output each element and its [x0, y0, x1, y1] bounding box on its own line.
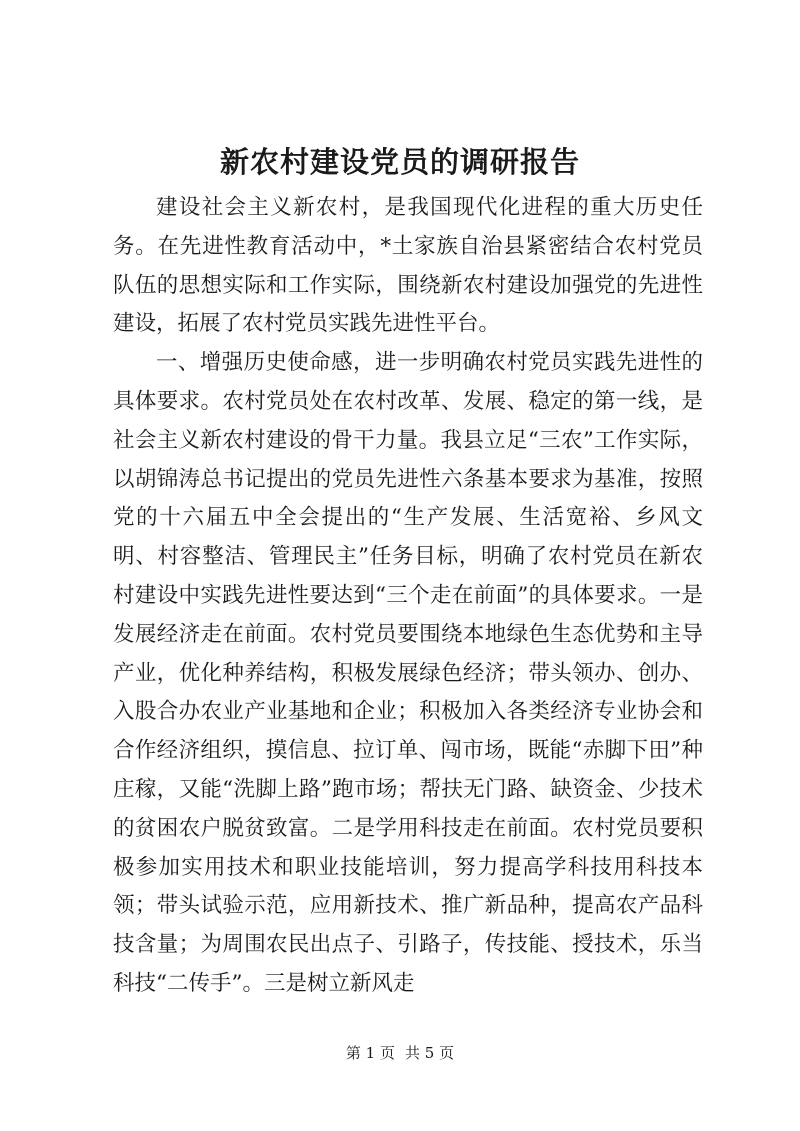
document-title: 新农村建设党员的调研报告 [219, 145, 580, 179]
paragraph-intro: 建设社会主义新农村，是我国现代化进程的重大历史任务。在先进性教育活动中，*土家族自治县紧密结合农村党员队伍的思想实际和工作实际，围绕新农村建设加强党的先进性建设，拓展了农村党员实践先进性平台。 [113, 195, 703, 337]
document-body [113, 189, 703, 1004]
paragraph-section-one: 一、增强历史使命感，进一步明确农村党员实践先进性的具体要求。农村党员处在农村改革、发展、稳定的第一线，是社会主义新农村建设的骨干力量。我县立足“三农”工作实际，以胡锦涛总书记提出的党员先进性六条基本要求为基准，按照党的十六届五中全会提出的“生产发展、生活宽裕、乡风文明、村容整洁、管理民主”任务目标，明确了农村党员在新农村建设中实践先进性要达到“三个走在前面”的具体要求。一是发展经济走在前面。农村党员要围绕本地绿色生态优势和主导产业，优化种养结构，积极发展绿色经济；带头领办、创办、入股合办农业产业基地和企业；积极加入各类经济专业协会和合作经济组织，摸信息、拉订单、闯市场，既能“赤脚下田”种庄稼，又能“洗脚上路”跑市场；帮扶无门路、缺资金、少技术的贫困农户脱贫致富。二是学用科技走在前面。农村党员要积极参加实用技术和职业技能培训，努力提高学科技用科技本领；带头试验示范，应用新技术、推广新品种，提高农产品科技含量；为周围农民出点子、引路子，传技能、授技术，乐当科技“二传手”。三是树立新风走 [113, 350, 703, 996]
page-number: 第 1 页 [345, 1044, 395, 1062]
page-total: 共 5 页 [405, 1044, 455, 1062]
page-footer [0, 1043, 800, 1063]
